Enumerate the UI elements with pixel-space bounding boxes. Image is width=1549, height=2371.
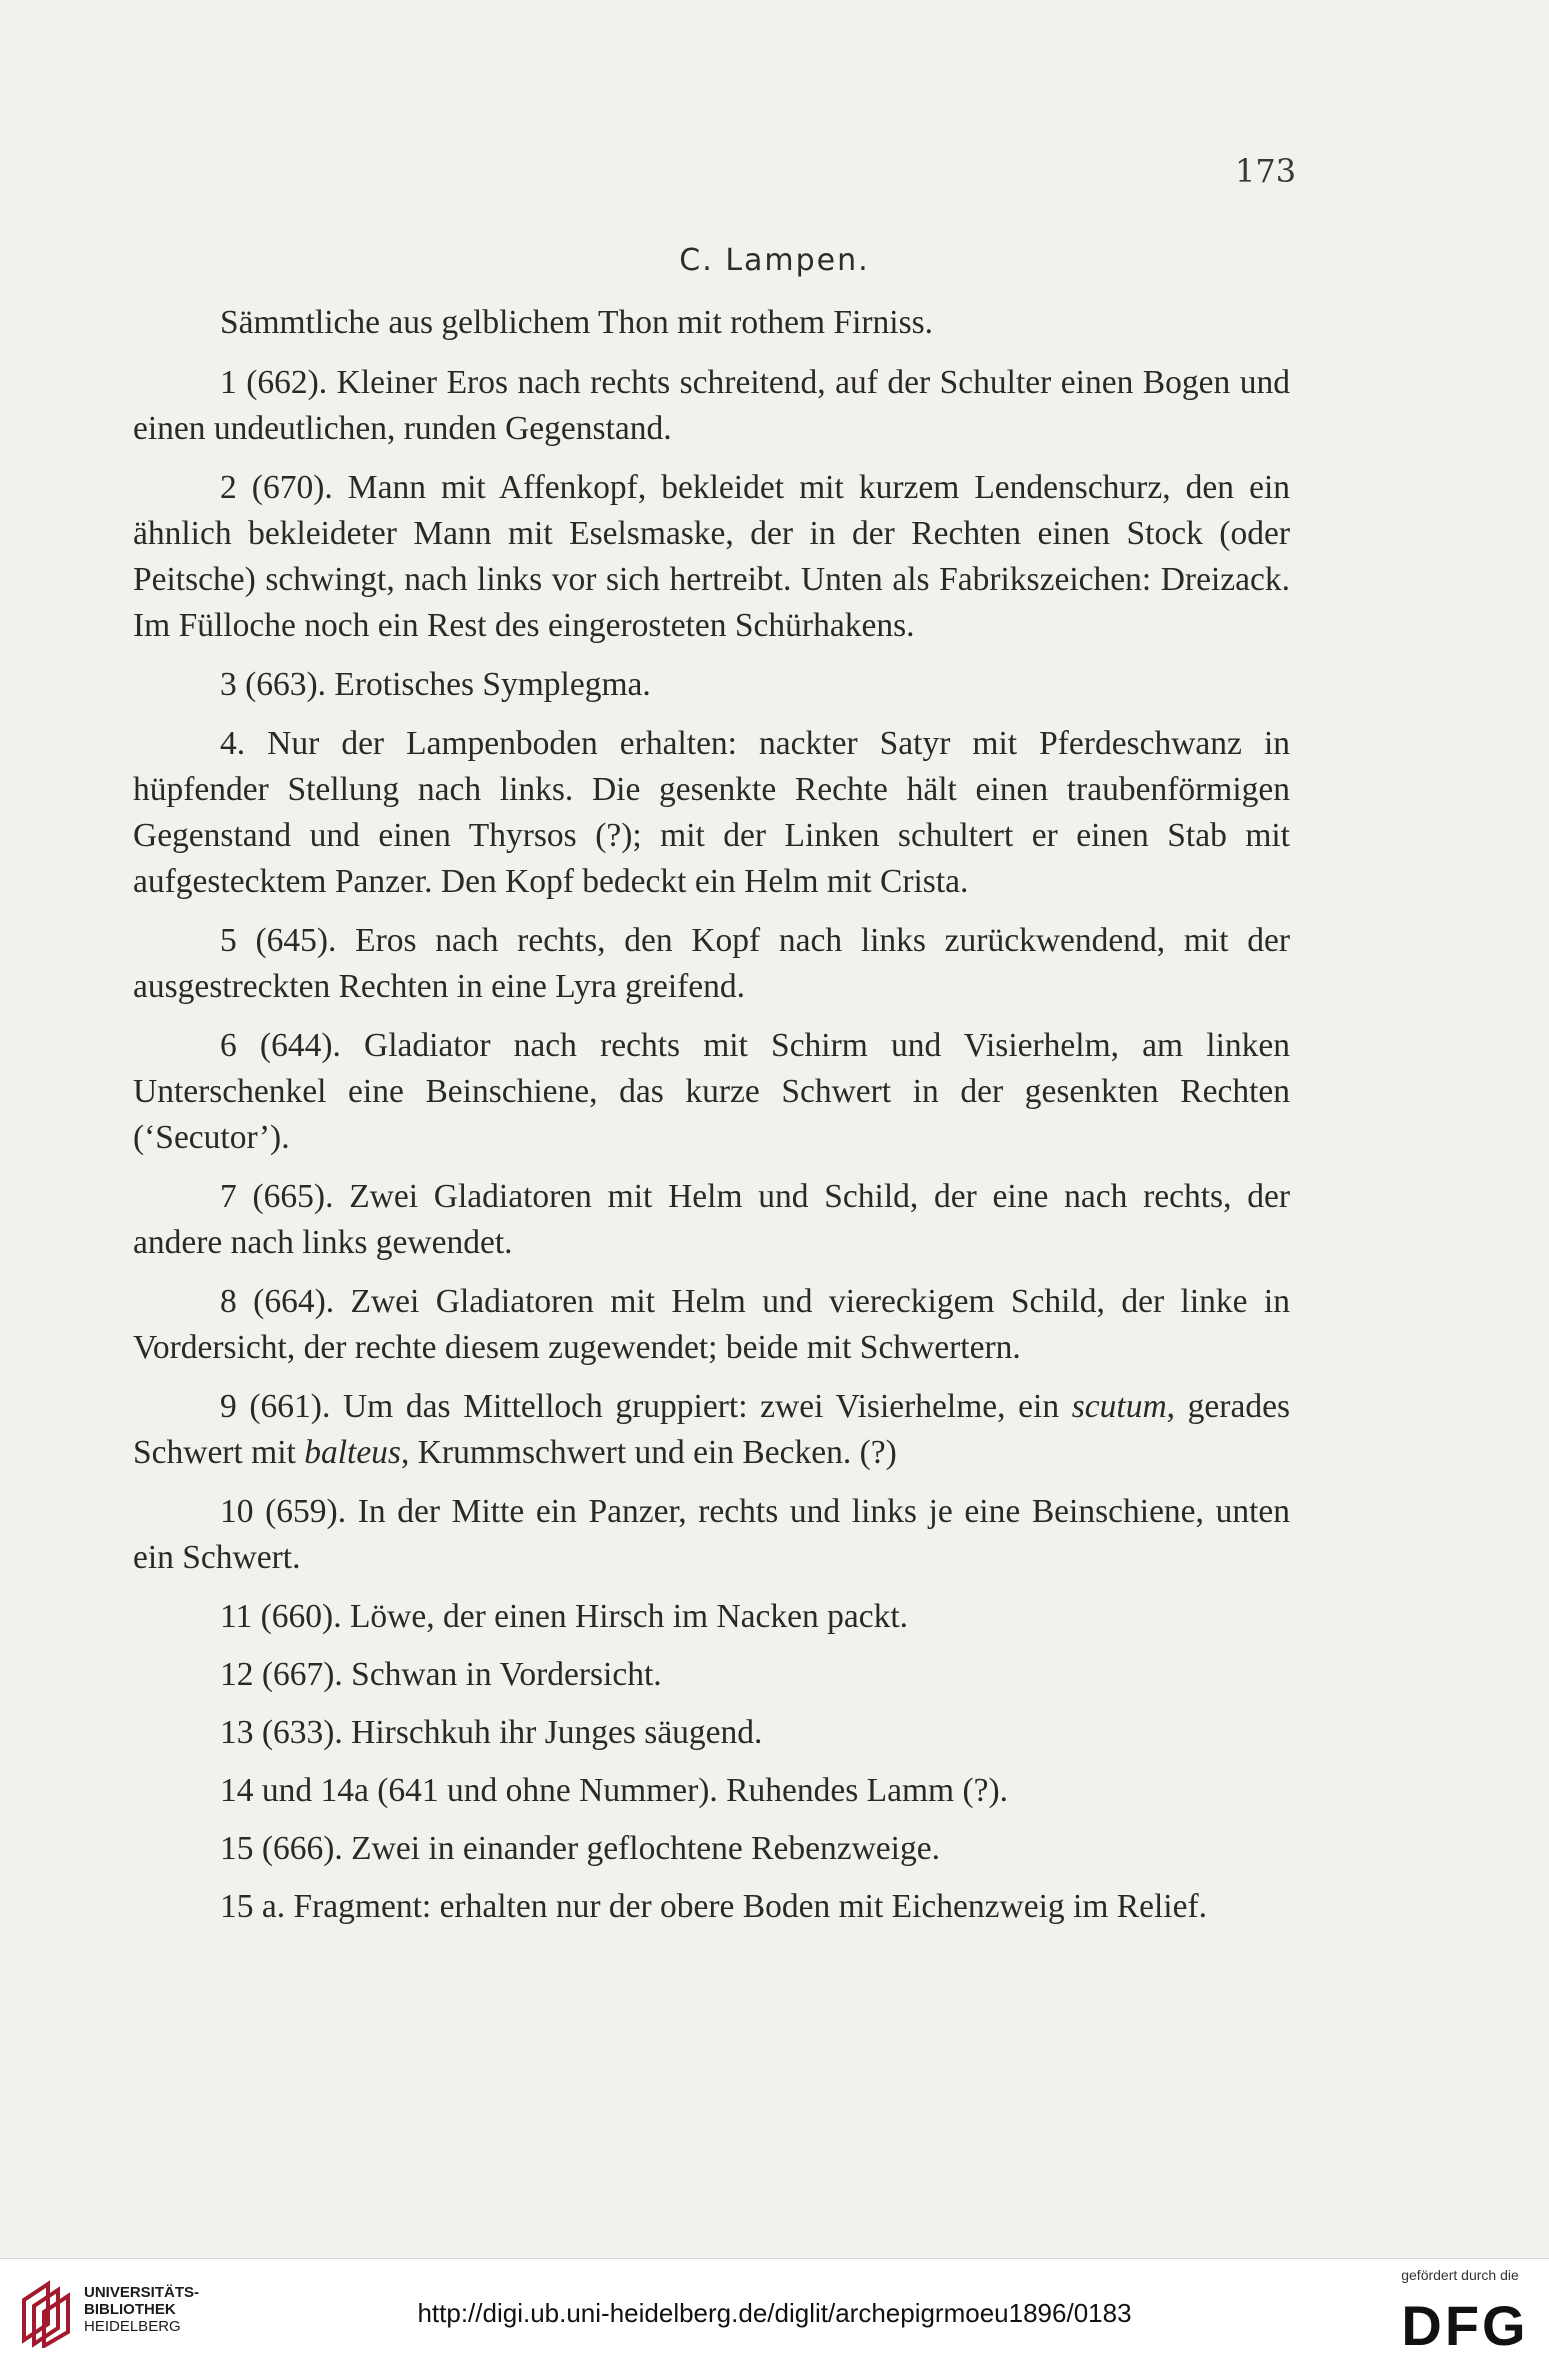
catalog-entry-3: 3 (663). Erotisches Symplegma.	[220, 666, 651, 703]
intro-paragraph: Sämmtliche aus gelblichem Thon mit rothem Firniss.	[220, 304, 934, 341]
body-text	[133, 300, 1290, 1943]
entry-9-balteus: balteus	[304, 1434, 401, 1471]
entry-9-text-a: 9 (661). Um das Mittelloch gruppiert: zwei Visierhelme, ein	[220, 1388, 1072, 1425]
entry-9-scutum: scutum	[1071, 1388, 1167, 1425]
library-name-line-2: BIBLIOTHEK	[84, 2301, 176, 2318]
section-heading: C. Lampen.	[679, 243, 870, 278]
funded-by-label: gefördert durch die	[1401, 2267, 1519, 2283]
catalog-entry-14: 14 und 14a (641 und ohne Nummer). Ruhendes Lamm (?).	[220, 1772, 1009, 1809]
catalog-entry-8: 8 (664). Zwei Gladiatoren mit Helm und viereckigem Schild, der linke in Vordersicht, der rechte diesem zugewendet; beide mit Schwertern.	[133, 1283, 1290, 1366]
catalog-entry-7: 7 (665). Zwei Gladiatoren mit Helm und Schild, der eine nach rechts, der andere nach links gewendet.	[133, 1178, 1290, 1261]
catalog-entry-11: 11 (660). Löwe, der einen Hirsch im Nacken packt.	[220, 1598, 909, 1635]
dfg-logo: DFG	[1401, 2294, 1529, 2357]
catalog-entry-1: 1 (662). Kleiner Eros nach rechts schreitend, auf der Schulter einen Bogen und einen undeutlichen, runden Gegenstand.	[133, 364, 1290, 447]
library-name-line-3: HEIDELBERG	[84, 2318, 181, 2335]
catalog-entry-12: 12 (667). Schwan in Vordersicht.	[220, 1656, 662, 1693]
catalog-entry-9	[133, 1384, 1290, 1476]
catalog-entry-15a: 15 a. Fragment: erhalten nur der obere Boden mit Eichenzweig im Relief.	[220, 1888, 1207, 1925]
page-number: 173	[1235, 152, 1297, 190]
catalog-entry-4: 4. Nur der Lampenboden erhalten: nackter Satyr mit Pferdeschwanz in hüpfender Stellung nach links. Die gesenkte Rechte hält einen traubenförmigen Gegenstand und einen Thyrsos (?); mit der Linken schultert er einen Stab mit aufgestecktem Panzer. Den Kopf bedeckt ein Helm mit Crista.	[133, 725, 1290, 900]
permalink-url[interactable]: http://digi.ub.uni-heidelberg.de/diglit/archepigrmoeu1896/0183	[417, 2298, 1132, 2328]
catalog-entry-5: 5 (645). Eros nach rechts, den Kopf nach links zurückwendend, mit der ausgestreckten Rechten in eine Lyra greifend.	[133, 922, 1290, 1005]
entry-9-text-c: , Krummschwert und ein Becken. (?)	[400, 1434, 897, 1471]
catalog-entry-13: 13 (633). Hirschkuh ihr Junges säugend.	[220, 1714, 763, 1751]
catalog-entry-10: 10 (659). In der Mitte ein Panzer, rechts und links je eine Beinschiene, unten ein Schwert.	[133, 1493, 1290, 1576]
entry-9-text-b: , gerades Schwert mit	[133, 1388, 1290, 1471]
catalog-entry-6: 6 (644). Gladiator nach rechts mit Schirm und Visierhelm, am linken Unterschenkel eine Beinschiene, das kurze Schwert in der gesenkten Rechten (‘Secutor’).	[133, 1027, 1290, 1156]
catalog-entry-2: 2 (670). Mann mit Affenkopf, bekleidet mit kurzem Lendenschurz, den ein ähnlich bekleideter Mann mit Eselsmaske, der in der Rechten einen Stock (oder Peitsche) schwingt, nach links vor sich hertreibt. Unten als Fabrikszeichen: Dreizack. Im Fülloche noch ein Rest des eingerosteten Schürhakens.	[133, 469, 1290, 644]
library-name-line-1: UNIVERSITÄTS-	[84, 2284, 200, 2301]
catalog-entry-15: 15 (666). Zwei in einander geflochtene Rebenzweige.	[220, 1830, 940, 1867]
